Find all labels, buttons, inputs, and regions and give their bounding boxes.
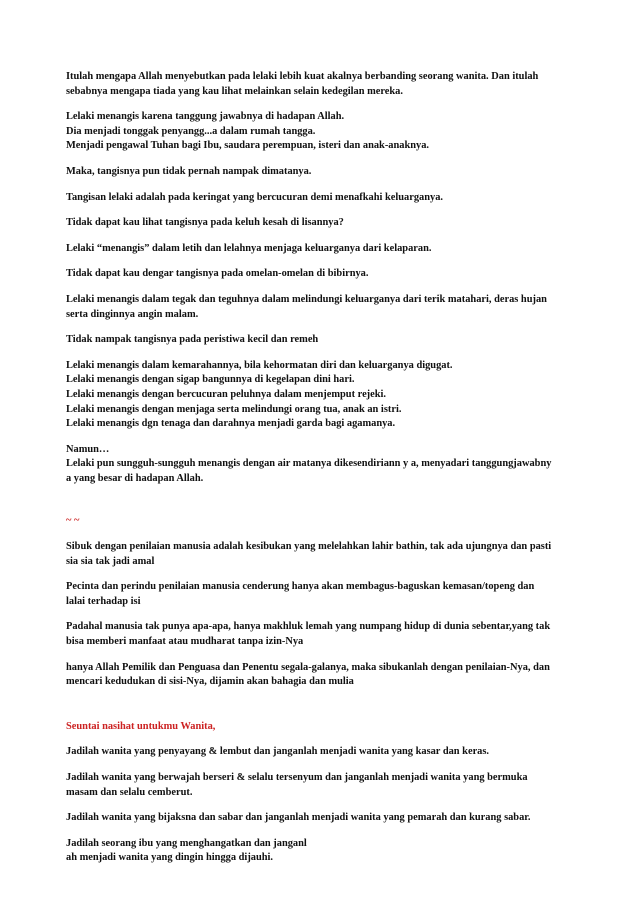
text-line: lalai terhadap isi	[66, 595, 141, 607]
text-line: Lelaki menangis dengan menjaga serta melindungi orang tua, anak an istri.	[66, 403, 402, 415]
paragraph-8	[66, 293, 574, 322]
text-line: Jadilah seorang ibu yang menghangatkan dan janganl	[66, 837, 307, 849]
divider-text: ~ ~	[66, 515, 80, 527]
text-line: Maka, tangisnya pun tidak pernah nampak dimatanya.	[66, 165, 312, 177]
text-line: a yang besar di hadapan Allah.	[66, 472, 204, 484]
text-line: Lelaki “menangis” dalam letih dan lelahnya menjaga keluarganya dari kelaparan.	[66, 242, 432, 254]
text-line: sebabnya mengapa tiada yang kau lihat melainkan selain kedegilan mereka.	[66, 85, 403, 97]
paragraph-4	[66, 191, 574, 206]
text-line: Tidak dapat kau lihat tangisnya pada keluh kesah di lisannya?	[66, 217, 344, 229]
text-line: sia sia tak jadi amal	[66, 555, 155, 567]
paragraph-2	[66, 110, 574, 154]
section-divider	[66, 514, 574, 529]
paragraph-7	[66, 267, 574, 282]
paragraph-5	[66, 216, 574, 231]
paragraph-6	[66, 242, 574, 257]
paragraph-15	[66, 620, 574, 649]
text-line: Lelaki menangis dengan bercucuran peluhnya dalam menjemput rejeki.	[66, 388, 387, 400]
text-line: Menjadi pengawal Tuhan bagi Ibu, saudara perempuan, isteri dan anak-anaknya.	[66, 140, 430, 152]
text-line: Lelaki pun sungguh-sungguh menangis dengan air matanya dikesendiriann y a, menyadari tanggungjawabny	[66, 458, 552, 470]
document-page	[66, 70, 574, 877]
paragraph-16	[66, 661, 574, 690]
paragraph-20	[66, 811, 574, 826]
text-line: Jadilah wanita yang bijaksna dan sabar dan janganlah menjadi wanita yang pemarah dan kurang sabar.	[66, 812, 531, 824]
text-line: masam dan selalu cemberut.	[66, 786, 193, 798]
text-line: Itulah mengapa Allah menyebutkan pada lelaki lebih kuat akalnya berbanding seorang wanita. Dan itulah	[66, 71, 539, 82]
paragraph-19	[66, 771, 574, 800]
text-line: Namun…	[66, 443, 110, 455]
text-line: Dia menjadi tonggak penyangg...a dalam rumah tangga.	[66, 125, 316, 137]
text-line: Lelaki menangis dalam tegak dan teguhnya dalam melindungi keluarganya dari terik matahari, deras hujan	[66, 293, 547, 305]
section-heading	[66, 720, 574, 735]
paragraph-1	[66, 70, 574, 99]
heading-text: Seuntai nasihat untukmu Wanita,	[66, 720, 216, 732]
paragraph-3	[66, 165, 574, 180]
text-line: serta dinginnya angin malam.	[66, 308, 199, 320]
text-line: Padahal manusia tak punya apa-apa, hanya makhluk lemah yang numpang hidup di dunia sebentar,yang tak	[66, 621, 551, 633]
text-line: Tidak dapat kau dengar tangisnya pada omelan-omelan di bibirnya.	[66, 268, 369, 280]
text-line: ah menjadi wanita yang dingin hingga dijauhi.	[66, 852, 274, 864]
text-line: Pecinta dan perindu penilaian manusia cenderung hanya akan membagus-baguskan kemasan/topeng dan	[66, 581, 535, 593]
paragraph-13	[66, 540, 574, 569]
text-line: Tangisan lelaki adalah pada keringat yang bercucuran demi menafkahi keluarganya.	[66, 191, 444, 203]
paragraph-21	[66, 837, 574, 866]
paragraph-11	[66, 443, 574, 487]
text-line: Tidak nampak tangisnya pada peristiwa kecil dan remeh	[66, 334, 319, 346]
paragraph-18	[66, 745, 574, 760]
text-line: bisa memberi manfaat atau mudharat tanpa izin-Nya	[66, 636, 304, 648]
paragraph-9	[66, 333, 574, 348]
text-line: Sibuk dengan penilaian manusia adalah kesibukan yang melelahkan lahir bathin, tak ada ujungnya dan pasti	[66, 541, 552, 553]
text-line: Lelaki menangis dgn tenaga dan darahnya menjadi garda bagi agamanya.	[66, 418, 396, 430]
text-line: Lelaki menangis dalam kemarahannya, bila kehormatan diri dan keluarganya digugat.	[66, 359, 453, 371]
text-line: Lelaki menangis karena tanggung jawabnya di hadapan Allah.	[66, 111, 345, 123]
text-line: mencari kedudukan di sisi-Nya, dijamin akan bahagia dan mulia	[66, 676, 354, 688]
text-line: Lelaki menangis dengan sigap bangunnya di kegelapan dini hari.	[66, 374, 355, 386]
text-line: Jadilah wanita yang penyayang & lembut dan janganlah menjadi wanita yang kasar dan keras.	[66, 746, 490, 758]
paragraph-10	[66, 359, 574, 432]
text-line: Jadilah wanita yang berwajah berseri & selalu tersenyum dan janganlah menjadi wanita yang bermuka	[66, 772, 528, 783]
text-line: hanya Allah Pemilik dan Penguasa dan Penentu segala-galanya, maka sibukanlah dengan penilaian-Nya, dan	[66, 661, 550, 673]
paragraph-14	[66, 580, 574, 609]
